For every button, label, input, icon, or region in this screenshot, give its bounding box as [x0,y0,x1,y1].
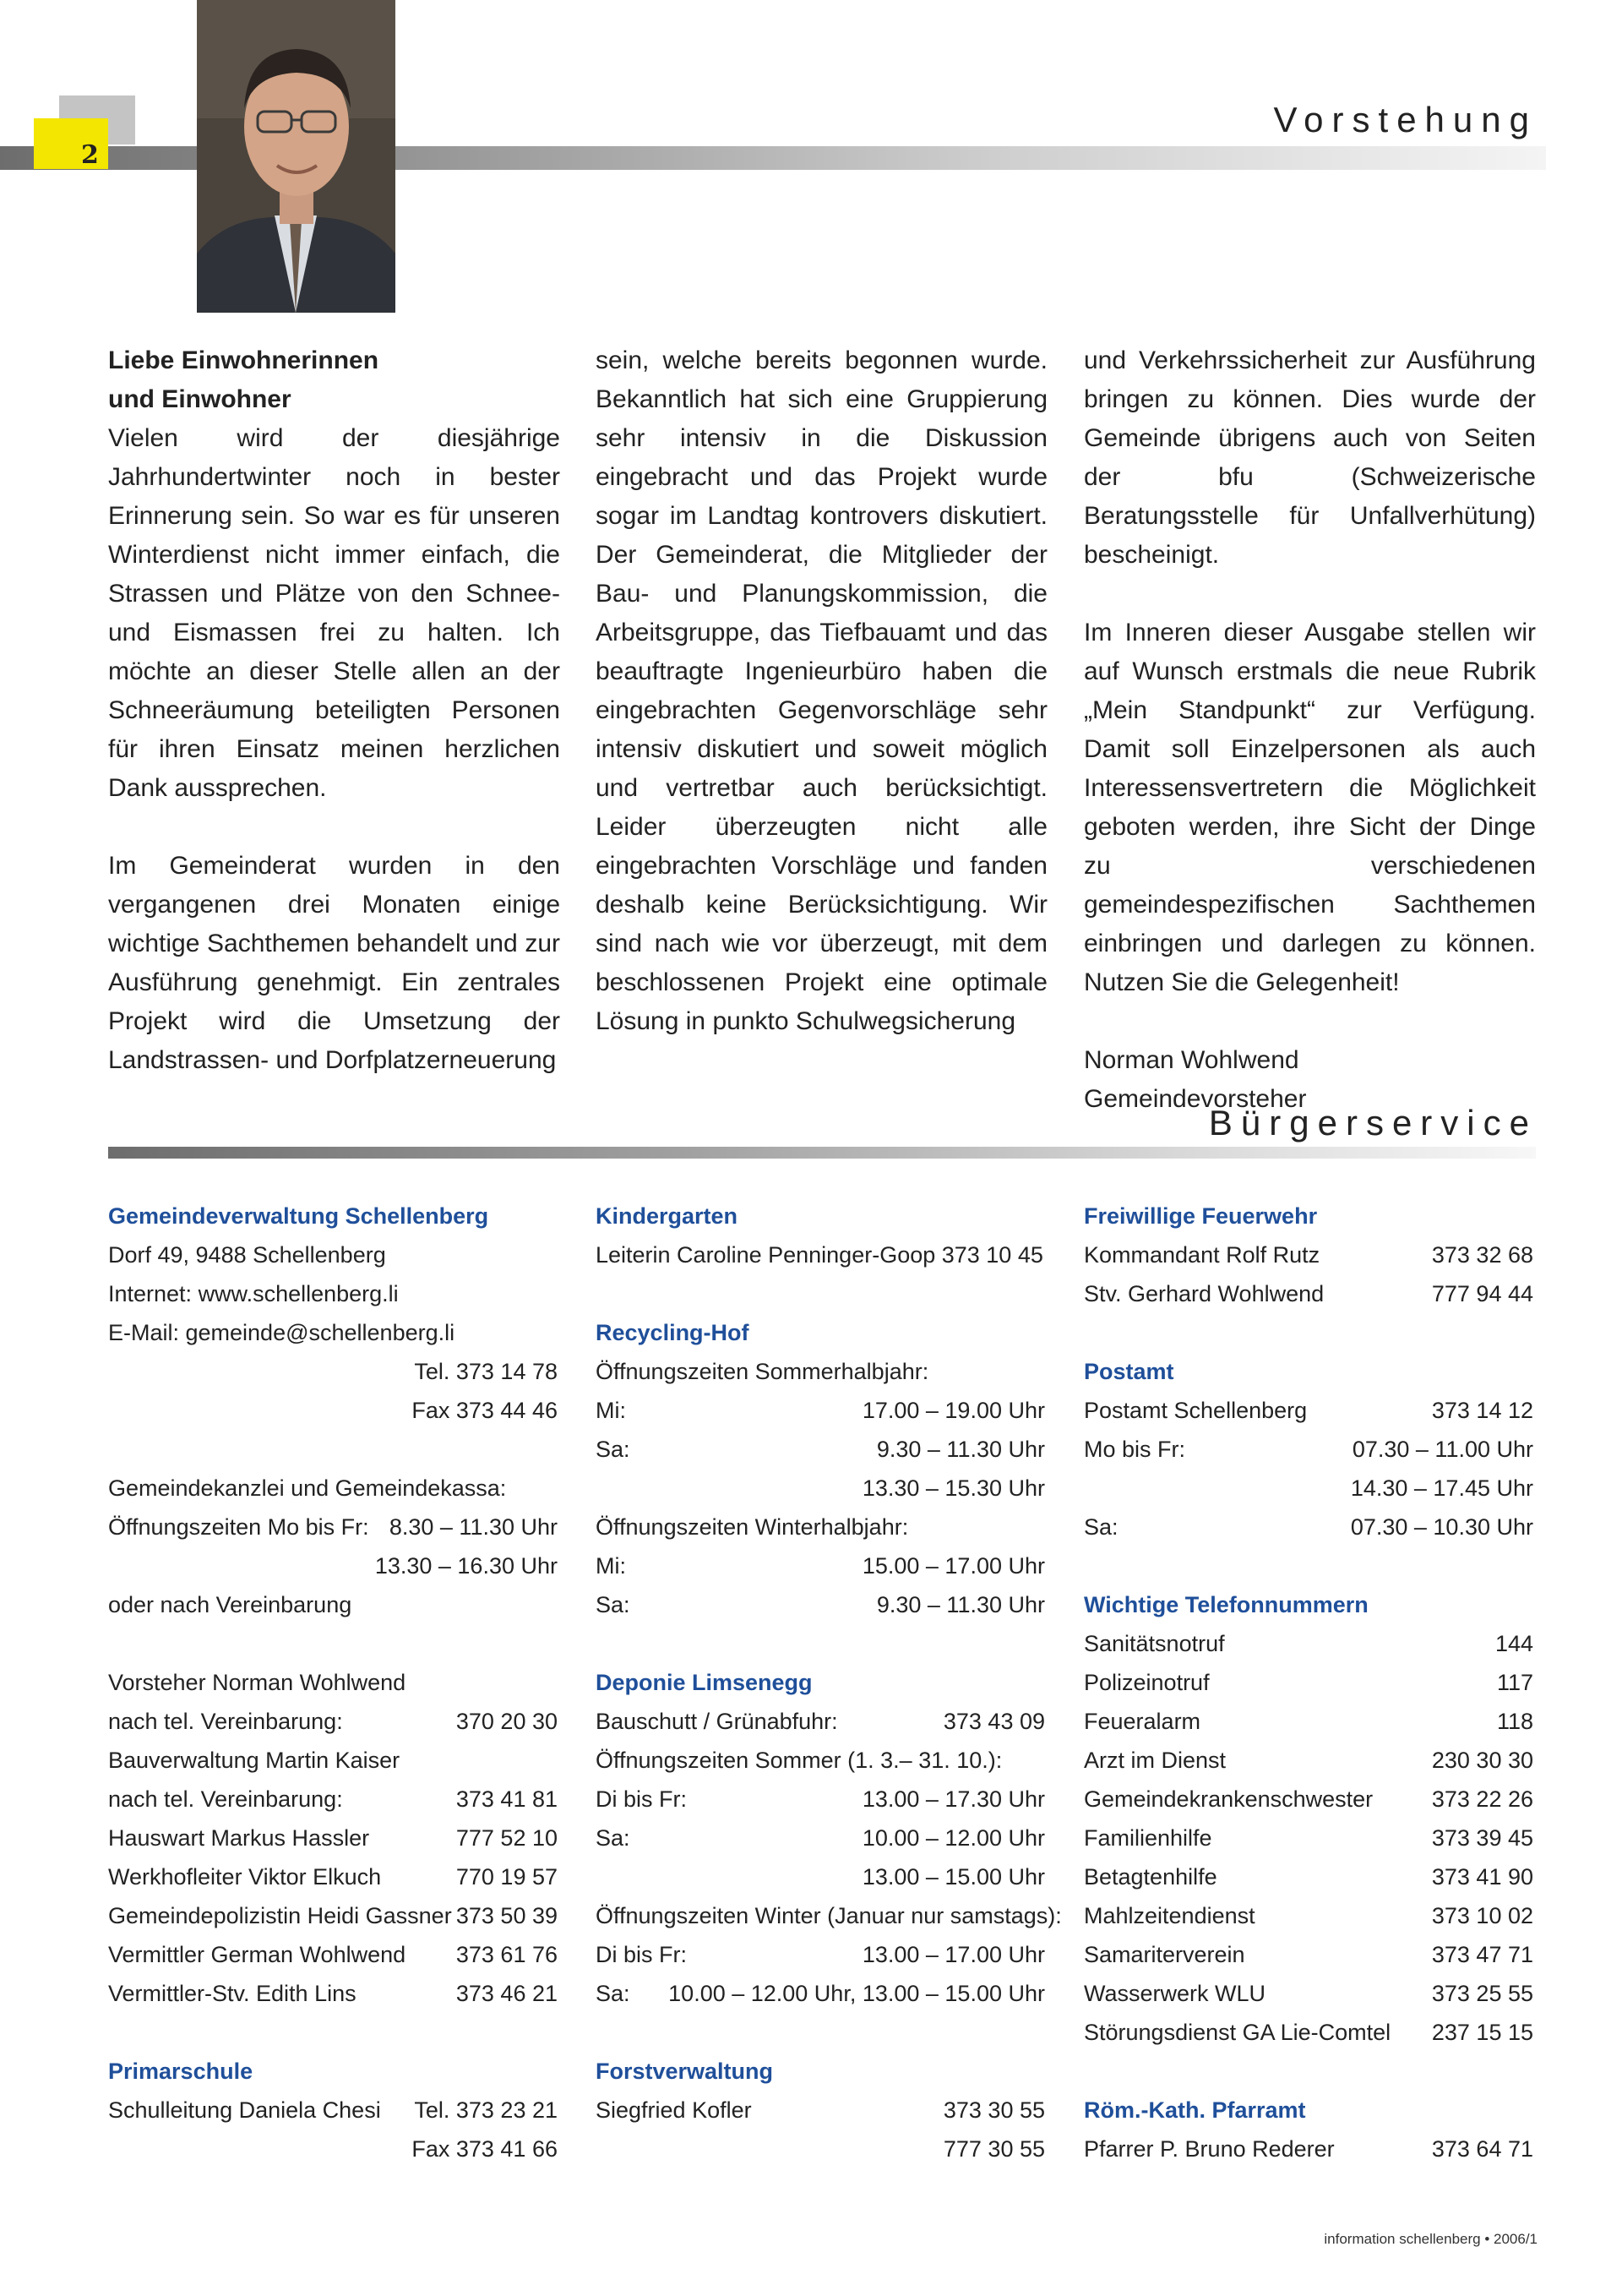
portrait-image [197,0,395,313]
service-line: Di bis Fr: 13.00 – 17.30 Uhr [596,1786,1045,1812]
letter-column-3 [1084,341,1536,1119]
internet-link[interactable]: Internet: www.schellenberg.li [108,1281,399,1306]
service-line: Mi: 15.00 – 17.00 Uhr [596,1553,1045,1579]
service-line: Werkhofleiter Viktor Elkuch 770 19 57 [108,1864,558,1890]
phone-row: Arzt im Dienst 230 30 30 [1084,1748,1533,1773]
phone-row: Wasserwerk WLU 373 25 55 [1084,1981,1533,2006]
service-line: Stv. Gerhard Wohlwend 777 94 44 [1084,1281,1533,1306]
service-column-3 [1084,1197,1533,2168]
service-line: Öffnungszeiten Mo bis Fr: 8.30 – 11.30 Uhr [108,1514,558,1540]
signature-title: Gemeindevorsteher [1084,1085,1307,1113]
service-line: Vorsteher Norman Wohlwend [108,1670,406,1695]
service-heading-kindergarten: Kindergarten [596,1203,738,1229]
service-line: Vermittler German Wohlwend 373 61 76 [108,1942,558,1967]
service-line: Öffnungszeiten Sommerhalbjahr: [596,1359,929,1384]
section-title: Vorstehung [1273,100,1538,139]
service-line: Siegfried Kofler 373 30 55 [596,2097,1045,2123]
service-line: 13.30 – 15.30 Uhr [862,1475,1045,1501]
service-heading-deponie: Deponie Limsenegg [596,1670,813,1695]
service-line [108,1313,558,1352]
service-line: Vermittler-Stv. Edith Lins 373 46 21 [108,1981,558,2006]
service-line: Fax 373 41 66 [411,2136,558,2162]
signature-name: Norman Wohlwend [1084,1046,1299,1074]
phone-row: Familienhilfe 373 39 45 [1084,1825,1533,1851]
service-heading-feuerwehr: Freiwillige Feuerwehr [1084,1203,1318,1229]
service-line: 777 30 55 [943,2136,1045,2162]
phone-row: Sanitätsnotruf 144 [1084,1631,1533,1656]
service-column-1 [108,1197,558,2168]
service-line: nach tel. Vereinbarung: 373 41 81 [108,1786,558,1812]
service-title: Bürgerservice [1208,1103,1538,1143]
service-heading-telefonnummern: Wichtige Telefonnummern [1084,1592,1369,1617]
portrait-photo [197,0,395,313]
letter-paragraph: sein, welche bereits begonnen wurde. Bekanntlich hat sich eine Gruppierung sehr intensiv in die Diskussion eingebracht und das Projekt wurde sogar im Landtag kontrovers diskutiert. Der Gemeinderat, die Mitglieder der Bau- und Planungskommission, die Arbeitsgruppe, das Tiefbauamt und das beauftragte Ingenieurbüro haben die eingebrachten Gegenvorschläge sehr intensiv diskutiert und soweit möglich und vertretbar auch berücksichtigt. Leider überzeugten nicht alle eingebrachten Vorschläge und fanden deshalb keine Berücksichtigung. Wir sind nach wie vor überzeugt, mit dem beschlossenen Projekt eine optimale Lösung in punkto Schulwegsicherung [596,346,1048,1035]
service-line: Gemeindekanzlei und Gemeindekassa: [108,1475,507,1501]
service-line: 14.30 – 17.45 Uhr [1350,1475,1533,1501]
letter-paragraph: Vielen wird der diesjährige Jahrhundertwinter noch in bester Erinnerung sein. So war es für unseren Winterdienst nicht immer einfach, die Strassen und Plätze von den Schnee- und Eismassen frei zu halten. Ich möchte an dieser Stelle allen an der Schneeräumung beteiligten Personen für ihren Einsatz meinen herzlichen Dank aussprechen. [108,424,560,802]
service-line: 13.00 – 15.00 Uhr [862,1864,1045,1890]
service-gradient-bar [108,1147,1536,1159]
service-line: 13.30 – 16.30 Uhr [374,1553,558,1579]
service-heading-forstverwaltung: Forstverwaltung [596,2059,774,2084]
page-number: 2 [81,140,99,170]
phone-row: Störungsdienst GA Lie-Comtel 237 15 15 [1084,2020,1533,2045]
phone-row: Gemeindekrankenschwester 373 22 26 [1084,1786,1533,1812]
service-line: Öffnungszeiten Sommer (1. 3.– 31. 10.): [596,1748,1003,1773]
service-line: Dorf 49, 9488 Schellenberg [108,1242,386,1268]
service-line: Postamt Schellenberg 373 14 12 [1084,1398,1533,1423]
service-line: oder nach Vereinbarung [108,1592,352,1617]
letter-greeting-line2: und Einwohner [108,385,291,413]
service-line: Sa: 9.30 – 11.30 Uhr [596,1592,1045,1617]
service-line: Bauschutt / Grünabfuhr: 373 43 09 [596,1709,1045,1734]
phone-row: Betagtenhilfe 373 41 90 [1084,1864,1533,1890]
service-line: Mi: 17.00 – 19.00 Uhr [596,1398,1045,1423]
service-line: nach tel. Vereinbarung: 370 20 30 [108,1709,558,1734]
phone-row: Samariterverein 373 47 71 [1084,1942,1533,1967]
letter-greeting-line1: Liebe Einwohnerinnen [108,346,379,374]
service-line: Gemeindepolizistin Heidi Gassner 373 50 39 [108,1903,558,1928]
service-line: Kommandant Rolf Rutz 373 32 68 [1084,1242,1533,1268]
service-line: Leiterin Caroline Penninger-Goop 373 10 45 [596,1242,1043,1268]
service-line: Hauswart Markus Hassler 777 52 10 [108,1825,558,1851]
service-line [108,1274,558,1313]
service-line: Mo bis Fr: 07.30 – 11.00 Uhr [1084,1437,1533,1462]
service-line: Sa: 07.30 – 10.30 Uhr [1084,1514,1533,1540]
service-line: Sa: 9.30 – 11.30 Uhr [596,1437,1045,1462]
service-line: Di bis Fr: 13.00 – 17.00 Uhr [596,1942,1045,1967]
letter-paragraph: Im Inneren dieser Ausgabe stellen wir auf Wunsch erstmals die neue Rubrik „Mein Standpunkt“ zur Verfügung. Damit soll Einzelpersonen als auch Interessensvertretern die Möglichkeit geboten werden, ihre Sicht der Dinge zu verschiedenen gemeindespezifischen Sachthemen einbringen und darlegen zu können. Nutzen Sie die Gelegenheit! [1084,619,1536,996]
service-line: Öffnungszeiten Winterhalbjahr: [596,1514,909,1540]
service-heading-primarschule: Primarschule [108,2059,253,2084]
letter-column-2 [596,341,1048,1041]
letter-paragraph: Im Gemeinderat wurden in den vergangenen drei Monaten einige wichtige Sachthemen behandelt und zur Ausführung genehmigt. Ein zentrales Projekt wird die Umsetzung der Landstrassen- und Dorfplatzerneuerung [108,852,560,1074]
service-heading-gemeindeverwaltung: Gemeindeverwaltung Schellenberg [108,1203,489,1229]
service-line: Schulleitung Daniela Chesi Tel. 373 23 21 [108,2097,558,2123]
service-line: Tel. 373 14 78 [414,1359,558,1384]
email-link[interactable]: E-Mail: gemeinde@schellenberg.li [108,1320,455,1345]
phone-row: Mahlzeitendienst 373 10 02 [1084,1903,1533,1928]
service-line: Fax 373 44 46 [411,1398,558,1423]
service-heading-pfarramt: Röm.-Kath. Pfarramt [1084,2097,1306,2123]
letter-column-1 [108,341,560,1080]
service-line: Bauverwaltung Martin Kaiser [108,1748,400,1773]
phone-row: Feueralarm 118 [1084,1709,1533,1734]
service-line: Sa: 10.00 – 12.00 Uhr, 13.00 – 15.00 Uhr [596,1981,1045,2006]
service-line: Sa: 10.00 – 12.00 Uhr [596,1825,1045,1851]
service-column-2 [596,1197,1062,2168]
phone-row: Polizeinotruf 117 [1084,1670,1533,1695]
service-heading-postamt: Postamt [1084,1359,1174,1384]
service-heading-recycling-hof: Recycling-Hof [596,1320,749,1345]
page-footer: information schellenberg • 2006/1 [1324,2231,1538,2247]
service-line: Pfarrer P. Bruno Rederer 373 64 71 [1084,2136,1533,2162]
letter-paragraph: und Verkehrssicherheit zur Ausführung bringen zu können. Dies wurde der Gemeinde übrigens auch von Seiten der bfu (Schweizerische Beratungsstelle für Unfallverhütung) bescheinigt. [1084,346,1536,569]
service-line: Öffnungszeiten Winter (Januar nur samstags): [596,1903,1062,1928]
